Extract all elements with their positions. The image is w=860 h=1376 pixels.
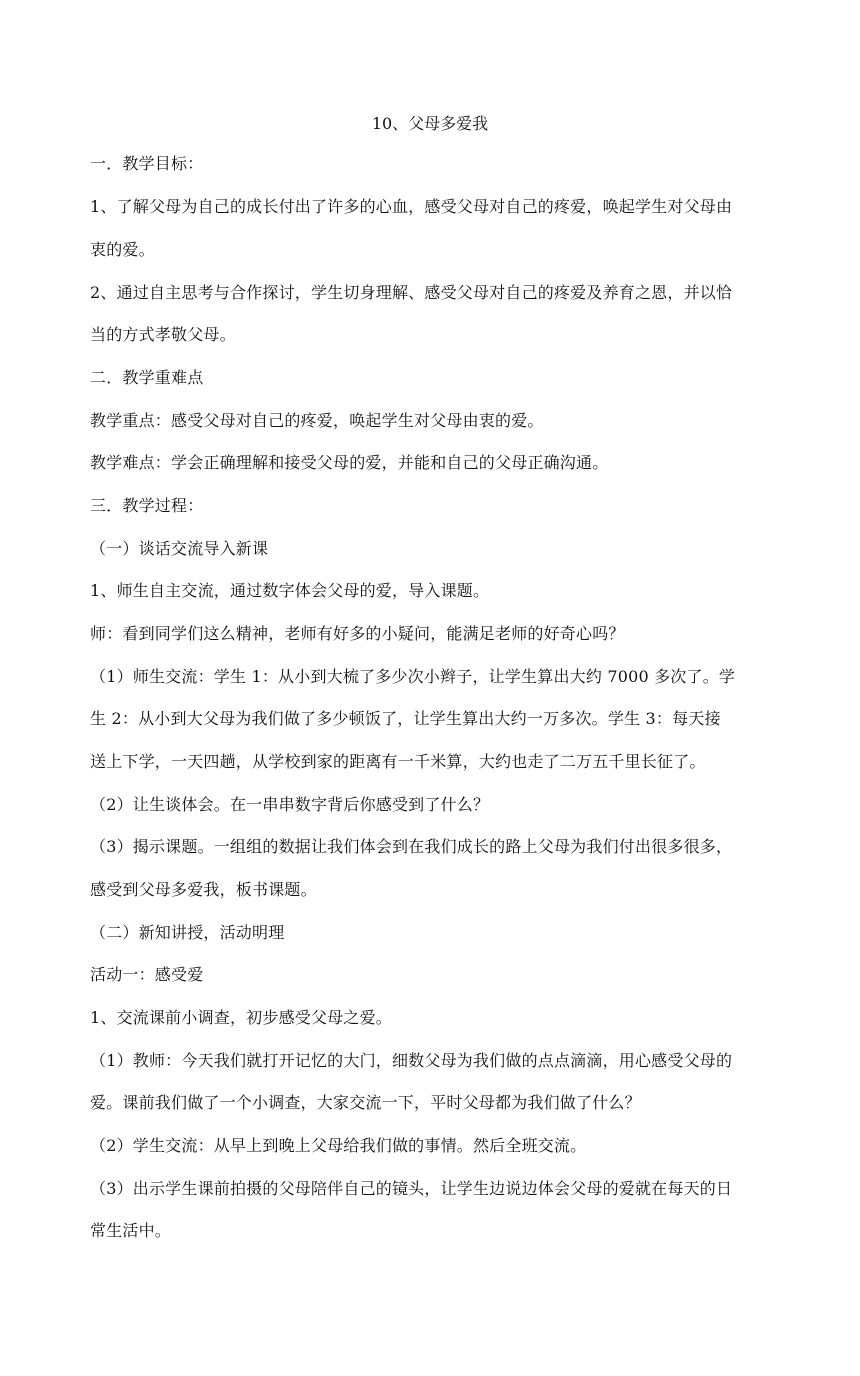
paragraph-line: 爱。课前我们做了一个小调查，大家交流一下，平时父母都为我们做了什么？ [90, 1093, 641, 1112]
paragraph-line: 教学重点：感受父母对自己的疼爱，唤起学生对父母由衷的爱。 [90, 411, 544, 430]
paragraph-line: 当的方式孝敬父母。 [90, 325, 236, 344]
paragraph-line: 送上下学，一天四趟，从学校到家的距离有一千米算，大约也走了二万五千里长征了。 [90, 752, 706, 771]
paragraph-line: 生 2：从小到大父母为我们做了多少顿饭了，让学生算出大约一万多次。学生 3：每天接 [90, 709, 721, 728]
paragraph-line: 常生活中。 [90, 1221, 172, 1240]
subsection-heading: （一）谈话交流导入新课 [90, 539, 269, 558]
paragraph-line: 衷的爱。 [90, 240, 155, 259]
paragraph-line: 师：看到同学们这么精神，老师有好多的小疑问，能满足老师的好奇心吗？ [90, 624, 625, 643]
section-heading-key-points: 二．教学重难点 [90, 368, 204, 387]
page-title: 10、父母多爱我 [371, 114, 489, 133]
paragraph-line: 1、交流课前小调查，初步感受父母之爱。 [90, 1008, 392, 1027]
paragraph-line: 1、了解父母为自己的成长付出了许多的心血，感受父母对自己的疼爱，唤起学生对父母由 [90, 197, 733, 216]
section-heading-process: 三．教学过程： [90, 496, 204, 515]
paragraph-line: 感受到父母多爱我，板书课题。 [90, 880, 317, 899]
paragraph-line: （1）师生交流：学生 1：从小到大梳了多少次小辫子，让学生算出大约 7000 多次了。学 [90, 667, 736, 686]
paragraph-line: （3）出示学生课前拍摄的父母陪伴自己的镜头，让学生边说边体会父母的爱就在每天的日 [90, 1179, 733, 1198]
paragraph-line: （2）让生谈体会。在一串串数字背后你感受到了什么？ [90, 795, 490, 814]
paragraph-line: 教学难点：学会正确理解和接受父母的爱，并能和自己的父母正确沟通。 [90, 453, 609, 472]
paragraph-line: 2、通过自主思考与合作探讨，学生切身理解、感受父母对自己的疼爱及养育之恩，并以恰 [90, 283, 733, 302]
subsection-heading: （二）新知讲授，活动明理 [90, 923, 285, 942]
paragraph-line: 1、师生自主交流，通过数字体会父母的爱，导入课题。 [90, 581, 490, 600]
activity-heading: 活动一：感受爱 [90, 965, 204, 984]
paragraph-line: （3）揭示课题。一组组的数据让我们体会到在我们成长的路上父母为我们付出很多很多， [90, 837, 733, 856]
paragraph-line: （1）教师：今天我们就打开记忆的大门，细数父母为我们做的点点滴滴，用心感受父母的 [90, 1051, 733, 1070]
paragraph-line: （2）学生交流：从早上到晚上父母给我们做的事情。然后全班交流。 [90, 1136, 587, 1155]
section-heading-objectives: 一．教学目标： [90, 154, 204, 173]
